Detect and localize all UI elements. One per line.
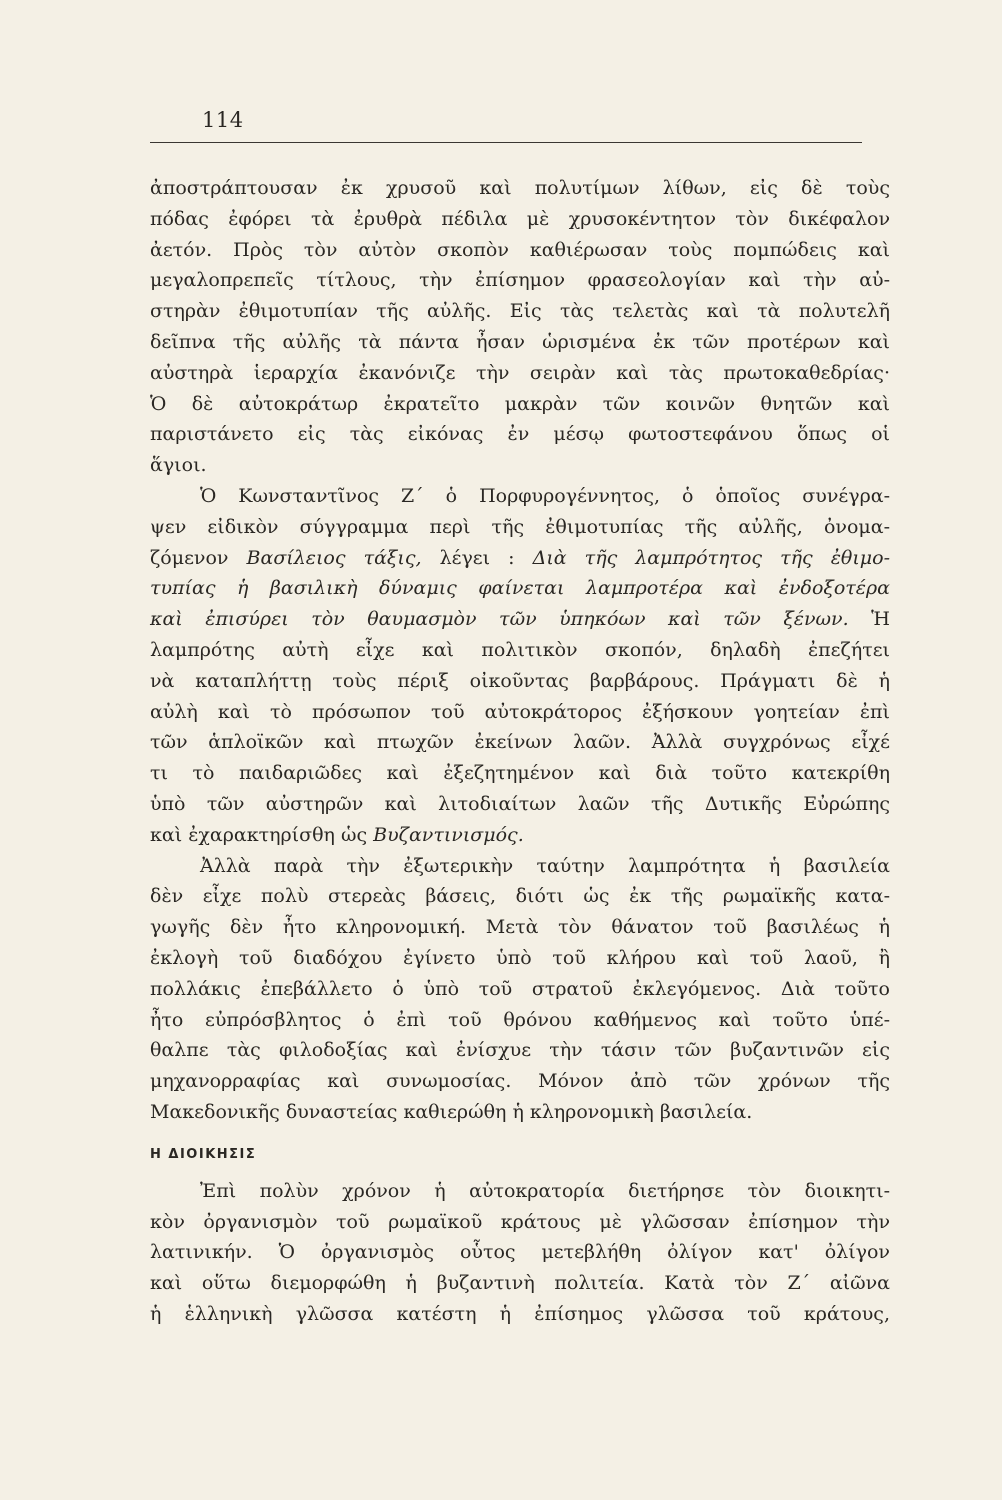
text-line: ἡ ἑλληνικὴ γλῶσσα κατέστη ἡ ἐπίσημος γλῶσσα τοῦ κράτους, — [150, 1302, 890, 1325]
text-line-mixed — [150, 604, 890, 635]
text-fragment: ζόμενον — [150, 546, 229, 569]
text-line-mixed — [150, 820, 890, 851]
paragraph-succession — [150, 851, 890, 1128]
text-fragment: Ἡ — [871, 608, 890, 631]
text-line: ἐκλογὴ τοῦ διαδόχου ἐγίνετο ὑπὸ τοῦ κλήρου καὶ τοῦ λαοῦ, ἢ — [150, 946, 890, 969]
text-line: ψεν εἰδικὸν σύγγραμμα περὶ τῆς ἐθιμοτυπίας τῆς αὐλῆς, ὀνομα- — [150, 515, 890, 538]
text-line: ἅγιοι. — [150, 454, 207, 477]
text-line: τῶν ἁπλοϊκῶν καὶ πτωχῶν ἐκείνων λαῶν. Ἀλλὰ συγχρόνως εἶχέ — [150, 731, 890, 754]
text-line: παριστάνετο εἰς τὰς εἰκόνας ἐν μέσῳ φωτοστεφάνου ὅπως οἱ — [150, 423, 890, 446]
text-line: μηχανορραφίας καὶ συνωμοσίας. Μόνον ἀπὸ τῶν χρόνων τῆς — [150, 1070, 890, 1093]
text-line: τι τὸ παιδαριῶδες καὶ ἐξεζητημένον καὶ διὰ τοῦτο κατεκρίθη — [150, 762, 890, 785]
paragraph-court-ceremony — [150, 173, 890, 481]
text-line-mixed — [150, 543, 890, 574]
text-line: πολλάκις ἐπεβάλλετο ὁ ὑπὸ τοῦ στρατοῦ ἐκλεγόμενος. Διὰ τοῦτο — [150, 977, 890, 1000]
text-line: λατινικήν. Ὁ ὀργανισμὸς οὗτος μετεβλήθη ὀλίγον κατ' ὀλίγον — [150, 1241, 890, 1264]
text-line: ἀποστράπτουσαν ἐκ χρυσοῦ καὶ πολυτίμων λίθων, εἰς δὲ τοὺς — [150, 177, 890, 199]
term-italic: Βυζαντινισμός. — [373, 823, 524, 846]
text-line: λαμπρότης αὐτὴ εἶχε καὶ πολιτικὸν σκοπόν, δηλαδὴ ἐπεζήτει — [150, 638, 890, 661]
text-line: γωγῆς δὲν ἦτο κληρονομική. Μετὰ τὸν θάνατον τοῦ βασιλέως ἡ — [150, 916, 890, 939]
body-text — [150, 173, 890, 1330]
text-line: καὶ οὕτω διεμορφώθη ἡ βυζαντινὴ πολιτεία. Κατὰ τὸν Ζ΄ αἰῶνα — [150, 1272, 890, 1295]
page-number: 114 — [202, 108, 244, 132]
text-line: αὐλὴ καὶ τὸ πρόσωπον τοῦ αὐτοκράτορος ἐξήσκουν γοητείαν ἐπὶ — [150, 700, 890, 723]
section-heading: Η ΔΙΟΙΚΗΣΙΣ — [150, 1146, 257, 1162]
quote-italic: Διὰ τῆς λαμπρότητος τῆς ἐθιμο- — [532, 546, 890, 569]
book-title-italic: Βασίλειος τάξις, — [246, 546, 422, 569]
quote-italic: καὶ ἐπισύρει τὸν θαυμασμὸν τῶν ὑπηκόων καὶ τῶν ξένων. — [150, 608, 849, 631]
quote-line-italic: τυπίας ἡ βασιλικὴ δύναμις φαίνεται λαμπροτέρα καὶ ἐνδοξοτέρα — [150, 577, 890, 600]
text-line: στηρὰν ἐθιμοτυπίαν τῆς αὐλῆς. Εἰς τὰς τελετὰς καὶ τὰ πολυτελῆ — [150, 300, 890, 323]
text-line: ἀετόν. Πρὸς τὸν αὐτὸν σκοπὸν καθιέρωσαν τοὺς πομπώδεις καὶ — [150, 238, 890, 261]
text-line: κὸν ὀργανισμὸν τοῦ ρωμαϊκοῦ κράτους μὲ γλῶσσαν ἐπίσημον τὴν — [150, 1210, 890, 1233]
text-line: ὑπὸ τῶν αὐστηρῶν καὶ λιτοδιαίτων λαῶν τῆς Δυτικῆς Εὐρώπης — [150, 792, 890, 815]
text-fragment: καὶ ἐχαρακτηρίσθη ὡς — [150, 823, 368, 846]
text-line: θαλπε τὰς φιλοδοξίας καὶ ἐνίσχυε τὴν τάσιν τῶν βυζαντινῶν εἰς — [150, 1039, 890, 1062]
text-line: Ὁ Κωνσταντῖνος Ζ΄ ὁ Πορφυρογέννητος, ὁ ὁποῖος συνέγρα- — [200, 484, 890, 507]
text-line: ἦτο εὐπρόσβλητος ὁ ἐπὶ τοῦ θρόνου καθήμενος καὶ τοῦτο ὑπέ- — [150, 1008, 890, 1031]
text-line: Ὁ δὲ αὐτοκράτωρ ἐκρατεῖτο μακρὰν τῶν κοινῶν θνητῶν καὶ — [150, 392, 890, 415]
text-line: πόδας ἐφόρει τὰ ἐρυθρὰ πέδιλα μὲ χρυσοκέντητον τὸν δικέφαλον — [150, 207, 890, 230]
text-fragment: λέγει : — [439, 546, 515, 569]
text-line: αὐστηρὰ ἱεραρχία ἐκανόνιζε τὴν σειρὰν καὶ τὰς πρωτοκαθεδρίας· — [150, 361, 890, 384]
text-line: νὰ καταπλήττῃ τοὺς πέριξ οἰκοῦντας βαρβάρους. Πράγματι δὲ ἡ — [150, 669, 890, 692]
header-rule — [150, 142, 862, 143]
text-line: μεγαλοπρεπεῖς τίτλους, τὴν ἐπίσημον φρασεολογίαν καὶ τὴν αὐ- — [150, 269, 890, 292]
paragraph-constantine — [150, 481, 890, 851]
text-line: Ἐπὶ πολὺν χρόνον ἡ αὐτοκρατορία διετήρησε τὸν διοικητι- — [200, 1179, 890, 1202]
text-line: Ἀλλὰ παρὰ τὴν ἐξωτερικὴν ταύτην λαμπρότητα ἡ βασιλεία — [200, 854, 890, 877]
text-line: δὲν εἶχε πολὺ στερεὰς βάσεις, διότι ὡς ἐκ τῆς ρωμαϊκῆς κατα- — [150, 885, 890, 908]
text-line: Μακεδονικῆς δυναστείας καθιερώθη ἡ κληρονομικὴ βασιλεία. — [150, 1100, 753, 1123]
text-line: δεῖπνα τῆς αὐλῆς τὰ πάντα ἦσαν ὡρισμένα ἐκ τῶν προτέρων καὶ — [150, 330, 890, 353]
paragraph-administration — [150, 1176, 890, 1330]
